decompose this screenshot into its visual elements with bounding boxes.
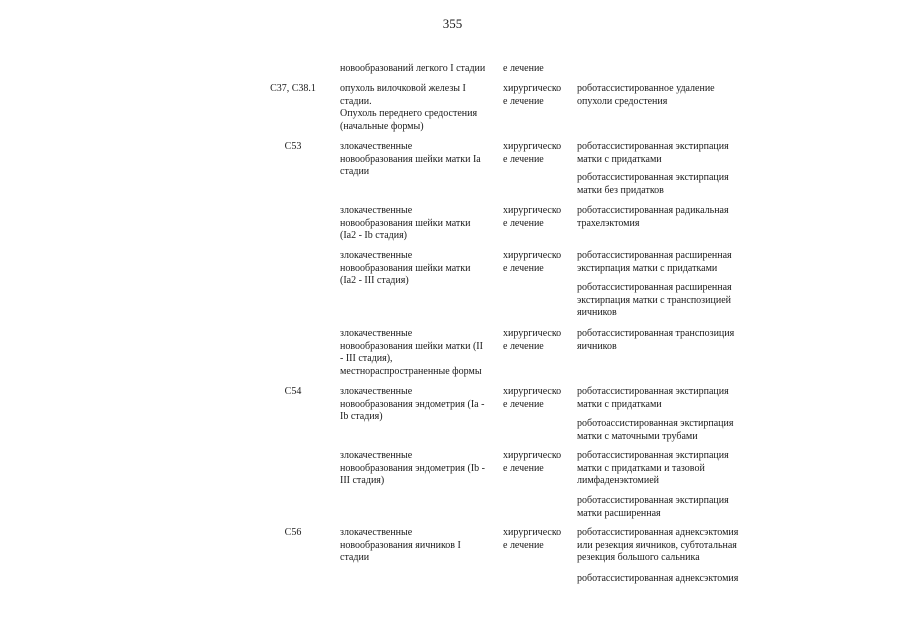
treatment-type-cell [503, 141, 571, 166]
treatment-type-cell [503, 205, 571, 230]
diagnosis-cell-line: новообразования эндометрия (Ia - [340, 398, 485, 410]
diagnosis-cell-line: злокачественные [340, 328, 413, 339]
method-cell-line: роботассистированная транспозиция [577, 328, 735, 339]
diagnosis-cell [340, 83, 500, 133]
diagnosis-cell-line: новообразования шейки матки (II [340, 340, 483, 352]
icd-code: C37, C38.1 [270, 83, 316, 94]
diagnosis-cell [340, 328, 500, 378]
method-cell-line: роботассистированная экстирпация [577, 495, 729, 506]
diagnosis-cell-line: злокачественные [340, 527, 413, 538]
method-cell-line: яичников [577, 340, 617, 352]
method-cell [577, 83, 757, 108]
diagnosis-cell-line: - III стадия), [340, 353, 393, 364]
method-cell-line: матки с придатками [577, 153, 662, 165]
treatment-type-cell-line: хирургическо [503, 386, 562, 397]
icd-code: C54 [284, 386, 302, 397]
diagnosis-cell-line: III стадия) [340, 475, 385, 486]
method-cell [577, 386, 757, 411]
method-cell [577, 573, 757, 586]
diagnosis-cell-line: Опухоль переднего средостения [340, 108, 478, 119]
treatment-type-cell-line: е лечение [503, 539, 544, 551]
diagnosis-cell-line: новообразований легкого I стадии [340, 63, 486, 74]
diagnosis-cell-line: новообразования шейки матки [340, 217, 471, 229]
method-cell-line: роботассистированное удаление [577, 83, 715, 94]
method-cell-line: экстирпация матки с придатками [577, 262, 718, 274]
method-cell [577, 495, 757, 520]
treatment-type-cell-line: е лечение [503, 153, 544, 165]
icd-code: C53 [284, 141, 302, 152]
method-cell-line: матки без придатков [577, 184, 664, 196]
method-cell-line: роботассистированная аднексэктомия [577, 573, 739, 584]
diagnosis-cell-line: (Ia2 - III стадия) [340, 275, 409, 286]
diagnosis-cell-line: новообразования яичников I [340, 539, 461, 551]
method-cell-line: матки с маточными трубами [577, 430, 698, 442]
diagnosis-cell-line: злокачественные [340, 141, 413, 152]
diagnosis-cell [340, 205, 500, 243]
diagnosis-cell-line: новообразования шейки матки [340, 262, 471, 274]
treatment-type-cell [503, 83, 571, 108]
method-cell [577, 450, 757, 488]
method-cell [577, 282, 757, 320]
diagnosis-cell-line: злокачественные [340, 386, 413, 397]
treatment-type-cell-line: хирургическо [503, 450, 562, 461]
treatment-type-cell-line: хирургическо [503, 328, 562, 339]
diagnosis-cell-line: стадии. [340, 95, 372, 107]
treatment-type-cell-line: е лечение [503, 262, 544, 274]
method-cell-line: трахелэктомия [577, 217, 640, 229]
method-cell-line: резекция большого сальника [577, 552, 700, 563]
diagnosis-cell-line: злокачественные [340, 250, 413, 261]
method-cell-line: лимфаденэктомией [577, 475, 660, 486]
method-cell [577, 172, 757, 197]
method-cell-line: или резекция яичников, субтотальная [577, 539, 737, 551]
diagnosis-cell [340, 250, 500, 288]
method-cell-line: роботассистированная аднексэктомия [577, 527, 739, 538]
method-cell [577, 328, 757, 353]
method-cell-line: роботассистированная экстирпация [577, 450, 729, 461]
diagnosis-cell-line: опухоль вилочковой железы I [340, 83, 466, 94]
treatment-type-cell-line: хирургическо [503, 141, 562, 152]
diagnosis-cell-line: стадии [340, 552, 370, 563]
treatment-type-cell [503, 527, 571, 552]
diagnosis-cell-line: новообразования шейки матки Ia [340, 153, 481, 165]
method-cell-line: матки с придатками [577, 398, 662, 410]
method-cell [577, 418, 757, 443]
diagnosis-cell [340, 450, 500, 488]
treatment-type-cell-line: хирургическо [503, 83, 562, 94]
treatment-type-cell [503, 450, 571, 475]
treatment-type-cell [503, 250, 571, 275]
diagnosis-cell-line: местнораспространенные формы [340, 365, 482, 377]
method-cell-line: роботассистированная радикальная [577, 205, 729, 216]
method-cell-line: роботассистированная расширенная [577, 282, 732, 293]
treatment-type-cell [503, 386, 571, 411]
page-number: 355 [442, 16, 463, 31]
treatment-type-cell-line: е лечение [503, 63, 544, 74]
treatment-type-cell [503, 328, 571, 353]
method-cell-line: яичников [577, 307, 617, 318]
treatment-type-cell-line: е лечение [503, 95, 544, 107]
diagnosis-cell [340, 63, 500, 76]
method-cell-line: матки с придатками и тазовой [577, 462, 705, 474]
method-cell-line: роботассистированная экстирпация [577, 141, 729, 152]
treatment-type-cell [503, 63, 571, 76]
method-cell-line: матки расширенная [577, 507, 661, 519]
treatment-type-cell-line: е лечение [503, 340, 544, 352]
method-cell-line: роботоассистированная экстирпация [577, 418, 734, 429]
treatment-type-cell-line: е лечение [503, 462, 544, 474]
treatment-type-cell-line: е лечение [503, 398, 544, 410]
treatment-type-cell-line: хирургическо [503, 250, 562, 261]
diagnosis-cell-line: Ib стадия) [340, 411, 383, 422]
method-cell-line: экстирпация матки с транспозицией [577, 294, 731, 306]
method-cell [577, 527, 757, 565]
method-cell [577, 250, 757, 275]
method-cell [577, 141, 757, 166]
diagnosis-cell-line: злокачественные [340, 450, 413, 461]
diagnosis-cell-line: новообразования эндометрия (Ib - [340, 462, 485, 474]
method-cell [577, 205, 757, 230]
diagnosis-cell-line: (Ia2 - Ib стадия) [340, 230, 407, 241]
diagnosis-cell [340, 141, 500, 179]
method-cell-line: роботассистированная расширенная [577, 250, 732, 261]
diagnosis-cell [340, 527, 500, 565]
method-cell-line: роботассистированная экстирпация [577, 386, 729, 397]
diagnosis-cell [340, 386, 500, 424]
diagnosis-cell-line: злокачественные [340, 205, 413, 216]
treatment-type-cell-line: хирургическо [503, 527, 562, 538]
method-cell-line: роботассистированная экстирпация [577, 172, 729, 183]
method-cell-line: опухоли средостения [577, 95, 668, 107]
treatment-type-cell-line: хирургическо [503, 205, 562, 216]
treatment-type-cell-line: е лечение [503, 217, 544, 229]
icd-code: C56 [284, 527, 302, 538]
diagnosis-cell-line: стадии [340, 166, 370, 177]
diagnosis-cell-line: (начальные формы) [340, 120, 424, 132]
